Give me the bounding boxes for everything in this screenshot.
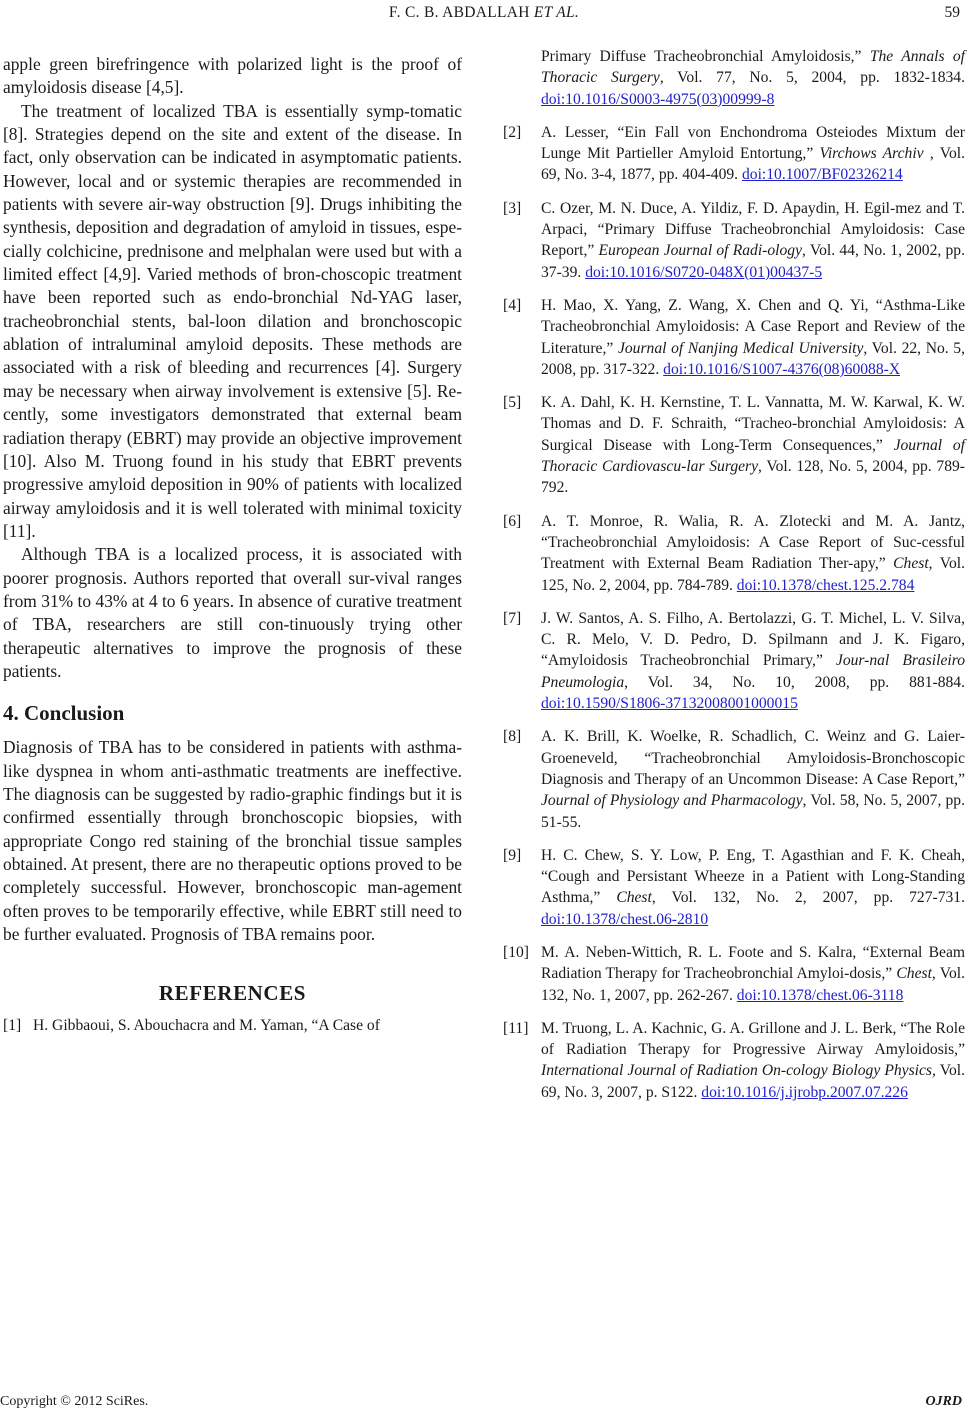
doi-link[interactable]: doi:10.1378/chest.06-2810 <box>541 910 709 928</box>
reference-3 <box>503 198 965 283</box>
reference-text: J. W. Santos, A. S. Filho, A. Bertolazzi, G. T. Michel, L. V. Silva, C. R. Melo, V. D. Pedro, D. Spilmann and J. K. Figaro, “Amyloidosis Tracheobronchial Primary,” <box>541 609 965 670</box>
right-column <box>503 46 965 1115</box>
running-title <box>0 4 968 22</box>
reference-body <box>541 608 965 714</box>
reference-text: C. Ozer, M. N. Duce, A. Yildiz, F. D. Apaydin, H. Egil-mez and T. Arpaci, “Primary Diffuse Tracheobronchial Amyloidosis: Case Report,” <box>541 199 965 260</box>
references-heading: REFERENCES <box>158 981 307 1006</box>
reference-7 <box>503 608 965 714</box>
reference-journal: Chest <box>616 889 652 907</box>
reference-text: M. Truong, L. A. Kachnic, G. A. Grillone and J. L. Berk, “The Role of Radiation Therapy for Progressive Airway Amyloidosis,” <box>541 1019 965 1059</box>
reference-journal: Journal of Thoracic Cardiovascu-lar Surgery <box>541 436 965 476</box>
reference-details: , Vol. 125, No. 2, 2004, pp. 784-789. <box>541 555 965 594</box>
running-title-et-al: ET AL. <box>533 4 580 21</box>
doi-link[interactable]: doi:10.1016/S0003-4975(03)00999-8 <box>541 90 775 108</box>
reference-details: , Vol. 69, No. 3-4, 1877, pp. 404-409. <box>541 145 965 184</box>
reference-number: [10] <box>503 943 529 961</box>
copyright-notice: Copyright © 2012 SciRes. <box>0 1394 149 1409</box>
reference-text: H. Gibbaoui, S. Abouchacra and M. Yaman, “A Case of <box>33 1017 380 1035</box>
reference-number: [9] <box>503 846 522 864</box>
reference-journal: International Journal of Radiation On-cology Biology Physics <box>541 1062 932 1080</box>
reference-number: [4] <box>503 296 522 314</box>
paragraph-treatment: The treatment of localized TBA is essentially symp-tomatic [8]. Strategies depend on the site and extent of the disease. In fact, only observation can be indicated in asymptomatic patients. However, local and or systemic therapies are recommended in patients with severe air-way obstruction [9]. Drugs inhibiting the synthesis, deposition and degradation of amyloid in tissues, espe-cially colchicine, prednisone and melphalan were used but with a limited effect [4,9]. Varied methods of bron-choscopic treatment have been reported such as endo-bronchial Nd-YAG laser, tracheobronchial stents, bal-loon dilation and bronchoscopic ablation of intraluminal amyloid deposits. These methods are associated with a risk of bleeding and recurrences [4]. Surgery may be necessary when airway involvement is extensive [5]. Re-cently, some investigators demonstrated that external beam radiation therapy (EBRT) may provide an objective improvement [10]. Also M. Truong found in his study that EBRT prevents progressive amyloid deposition in 90% of patients with localized airway amyloidosis and it is well tolerated with minimal toxicity [11]. <box>3 100 462 541</box>
reference-number: [7] <box>503 609 522 627</box>
reference-details: , Vol. 69, No. 3, 2007, p. S122. <box>541 1062 965 1101</box>
reference-text: Primary Diffuse Tracheobronchial Amyloidosis,” <box>541 48 870 65</box>
page-footer <box>0 1394 968 1412</box>
reference-number: [5] <box>503 394 522 412</box>
page-header <box>0 4 968 24</box>
reference-journal: European Journal of Radi-ology <box>598 242 803 260</box>
reference-details: , Vol. 77, No. 5, 2004, pp. 1832-1834. <box>659 69 965 87</box>
reference-body <box>541 1018 965 1103</box>
reference-text: A. Lesser, “Ein Fall von Enchondroma Osteiodes Mixtum der Lunge Mit Partieller Amyloid Entortung,” <box>541 123 965 163</box>
reference-journal: Chest <box>896 965 932 983</box>
doi-link[interactable]: doi:10.1378/chest.06-3118 <box>736 986 904 1004</box>
reference-body <box>541 198 965 283</box>
paragraph-conclusion: Diagnosis of TBA has to be considered in patients with asthma-like dyspnea in whom anti-asthmatic treatments are ineffective. The diagnosis can be suggested by radio-graphic findings but it is confirmed essentially through bronchoscopic biopsies, with appropriate Congo red staining of the bronchial tissue samples obtained. At present, there are no therapeutic options proved to be completely successful. However, bronchoscopic man-agement often proves to be temporarily effective, while EBRT still need to be further evaluated. Prognosis of TBA remains poor. <box>3 737 462 945</box>
reference-journal: Chest <box>893 555 929 573</box>
doi-link[interactable]: doi:10.1016/S0720-048X(01)00437-5 <box>585 263 823 281</box>
reference-number: [11] <box>503 1019 529 1037</box>
reference-body <box>541 295 965 380</box>
reference-text: M. A. Neben-Wittich, R. L. Foote and S. Kalra, “External Beam Radiation Therapy for Tracheobronchial Amyloi-dosis,” <box>541 943 965 983</box>
reference-4 <box>503 295 965 380</box>
reference-10 <box>503 942 965 1006</box>
reference-body <box>541 511 965 596</box>
reference-details: , Vol. 132, No. 2, 2007, pp. 727-731. <box>651 889 965 907</box>
doi-link[interactable]: doi:10.1378/chest.125.2.784 <box>736 576 915 594</box>
reference-details: , Vol. 44, No. 1, 2002, pp. 37-39. <box>541 242 965 281</box>
reference-text: A. K. Brill, K. Woelke, R. Schadlich, C. Weinz and G. Laier-Groeneveld, “Tracheobronchial Amyloidosis-Bronchoscopic Diagnosis and Therapy of an Uncommon Disease: A Case Report,” <box>541 728 965 788</box>
reference-details: , Vol. 58, No. 5, 2007, pp. 51-55. <box>541 792 965 831</box>
doi-link[interactable]: doi:10.1590/S1806-37132008001000015 <box>541 695 798 713</box>
reference-number: [8] <box>503 728 522 746</box>
reference-number: [1] <box>3 1017 22 1035</box>
reference-8 <box>503 726 965 832</box>
reference-text: K. A. Dahl, K. H. Kernstine, T. L. Vannatta, M. W. Karwal, K. W. Thomas and D. F. Schraith, “Tracheo-bronchial Amyloidosis: A Surgical Disease with Long-Term Consequences,” <box>541 394 965 454</box>
reference-body <box>541 942 965 1006</box>
reference-list <box>503 122 965 1103</box>
reference-details: , Vol. 22, No. 5, 2008, pp. 317-322. <box>541 339 965 378</box>
reference-journal: The Annals of Thoracic Surgery <box>541 48 966 87</box>
reference-body <box>541 122 965 186</box>
reference-number: [3] <box>503 199 522 217</box>
reference-body <box>541 392 965 498</box>
reference-details: , Vol. 128, No. 5, 2004, pp. 789-792. <box>541 458 965 497</box>
reference-journal: Journal of Nanjing Medical University <box>617 339 864 357</box>
reference-9 <box>503 845 965 930</box>
running-title-authors: F. C. B. ABDALLAH <box>388 4 530 21</box>
reference-body <box>541 726 965 832</box>
reference-11 <box>503 1018 965 1103</box>
reference-1-continued <box>503 46 965 110</box>
left-column <box>3 53 462 1037</box>
reference-journal: Virchows Archiv <box>819 145 924 163</box>
reference-number: [2] <box>503 123 522 141</box>
page-number: 59 <box>944 4 960 21</box>
reference-text: H. C. Chew, S. Y. Low, P. Eng, T. Agasthian and F. K. Cheah, “Cough and Persistant Wheeze in a Patient with Long-Standing Asthma,” <box>541 846 965 907</box>
reference-text: H. Mao, X. Yang, Z. Wang, X. Chen and Q. Yi, “Asthma-Like Tracheobronchial Amyloidosis: A Case Report and Review of the Literature,” <box>541 296 965 357</box>
journal-abbreviation: OJRD <box>925 1394 962 1409</box>
reference-body <box>541 845 965 930</box>
doi-link[interactable]: doi:10.1016/S1007-4376(08)60088-X <box>663 360 901 378</box>
paragraph-birefringence: apple green birefringence with polarized light is the proof of amyloidosis disease [4,5]. <box>3 54 462 98</box>
reference-details: , Vol. 34, No. 10, 2008, pp. 881-884. <box>624 673 965 691</box>
reference-5 <box>503 392 965 498</box>
reference-1 <box>3 1015 462 1036</box>
reference-details: , Vol. 132, No. 1, 2007, pp. 262-267. <box>541 965 965 1004</box>
reference-text: A. T. Monroe, R. Walia, R. A. Zlotecki and M. A. Jantz, “Tracheobronchial Amyloidosis: A Case Report of Suc-cessful Treatment with External Beam Radiation Ther-apy,” <box>541 512 965 573</box>
doi-link[interactable]: doi:10.1007/BF02326214 <box>741 166 903 184</box>
reference-number: [6] <box>503 512 522 530</box>
section-heading-conclusion: 4. Conclusion <box>3 701 125 726</box>
paragraph-prognosis: Although TBA is a localized process, it is associated with poorer prognosis. Authors reported that overall sur-vival ranges from 31% to 43% at 4 to 6 years. In absence of curative treatment of TBA, researchers are still con-tinuously trying other therapeutic alternatives to improve the prognosis of these patients. <box>3 544 462 681</box>
reference-6 <box>503 511 965 596</box>
reference-journal: Journal of Physiology and Pharmacology <box>541 792 803 810</box>
doi-link[interactable]: doi:10.1016/j.ijrobp.2007.07.226 <box>701 1083 908 1101</box>
reference-journal: Jour-nal Brasileiro Pneumologia <box>541 652 965 691</box>
reference-2 <box>503 122 965 186</box>
